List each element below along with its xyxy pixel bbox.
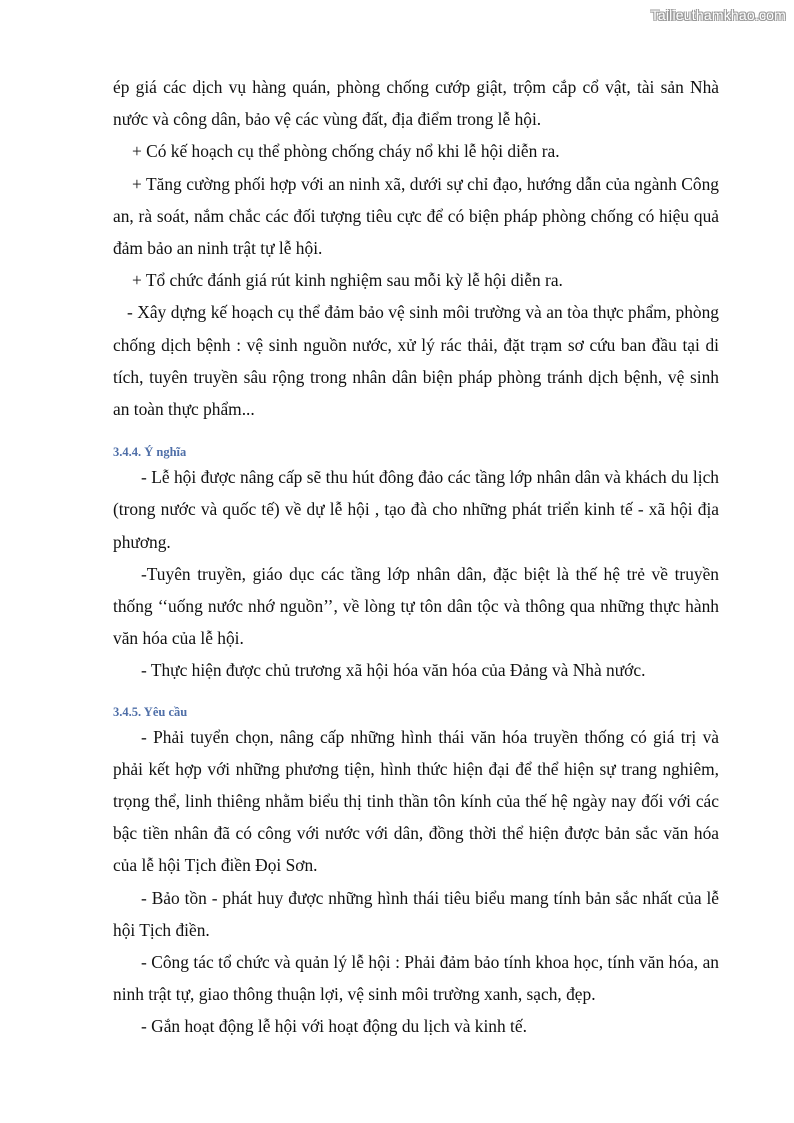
- section-heading-requirements: 3.4.5. Yêu cầu: [113, 704, 188, 719]
- paragraph-requirement-4: - Gắn hoạt động lễ hội với hoạt động du lịch và kinh tế.: [141, 1016, 527, 1037]
- paragraph-evaluation: + Tổ chức đánh giá rút kinh nghiệm sau mỗi kỳ lễ hội diễn ra.: [132, 270, 563, 291]
- paragraph-security-coordination: + Tăng cường phối hợp với an ninh xã, dưới sự chỉ đạo, hướng dẫn của ngành Công an, rà soát, nắm chắc các đối tượng tiêu cực để có biện pháp phòng chống có hiệu quả đảm bảo an ninh trật tự lễ hội.: [113, 173, 719, 259]
- paragraph-requirement-3: - Công tác tổ chức và quản lý lễ hội : Phải đảm bảo tính khoa học, tính văn hóa, an ninh trật tự, giao thông thuận lợi, vệ sinh môi trường xanh, sạch, đẹp.: [113, 952, 719, 1005]
- paragraph-requirement-2: - Bảo tồn - phát huy được những hình thái tiêu biểu mang tính bản sắc nhất của lễ hội Tịch điền.: [113, 887, 719, 940]
- section-heading-meaning: 3.4.4. Ý nghĩa: [113, 445, 187, 460]
- paragraph-meaning-1: - Lễ hội được nâng cấp sẽ thu hút đông đảo các tầng lớp nhân dân và khách du lịch (trong nước và quốc tế) về dự lễ hội , tạo đà cho những phát triển kinh tế - xã hội địa phương.: [113, 467, 719, 552]
- paragraph-meaning-3: - Thực hiện được chủ trương xã hội hóa văn hóa của Đảng và Nhà nước.: [141, 660, 646, 681]
- paragraph-requirement-1: - Phải tuyển chọn, nâng cấp những hình thái văn hóa truyền thống có giá trị và phải kết hợp với những phương tiện, hình thức hiện đại để thể hiện sự trang nghiêm, trọng thể, linh thiêng nhằm biểu thị tinh thần tôn kính của thế hệ ngày nay đối với các bậc tiền nhân đã có công với nước với dân, đồng thời thể hiện được bản sắc văn hóa của lễ hội Tịch điền Đọi Sơn.: [113, 726, 719, 876]
- paragraph-meaning-2: -Tuyên truyền, giáo dục các tầng lớp nhân dân, đặc biệt là thế hệ trẻ về truyền thống ‘‘uống nước nhớ nguồn’’, về lòng tự tôn dân tộc và thông qua những thực hành văn hóa của lễ hội.: [113, 563, 719, 649]
- document-body: [113, 71, 719, 1043]
- paragraph-continuation: ép giá các dịch vụ hàng quán, phòng chống cướp giật, trộm cắp cổ vật, tài sản Nhà nước và công dân, bảo vệ các vùng đất, địa điểm trong lễ hội.: [113, 77, 719, 130]
- paragraph-fire-prevention: + Có kế hoạch cụ thể phòng chống cháy nổ khi lễ hội diễn ra.: [132, 141, 560, 162]
- watermark: Tailieuthamkhao.com: [650, 7, 786, 23]
- paragraph-hygiene-plan: - Xây dựng kế hoạch cụ thể đảm bảo vệ sinh môi trường và an tòa thực phẩm, phòng chống dịch bệnh : vệ sinh nguồn nước, xử lý rác thải, đặt trạm sơ cứu ban đầu tại di tích, tuyên truyền sâu rộng trong nhân dân biện pháp phòng tránh dịch bệnh, vệ sinh an toàn thực phẩm...: [113, 302, 719, 420]
